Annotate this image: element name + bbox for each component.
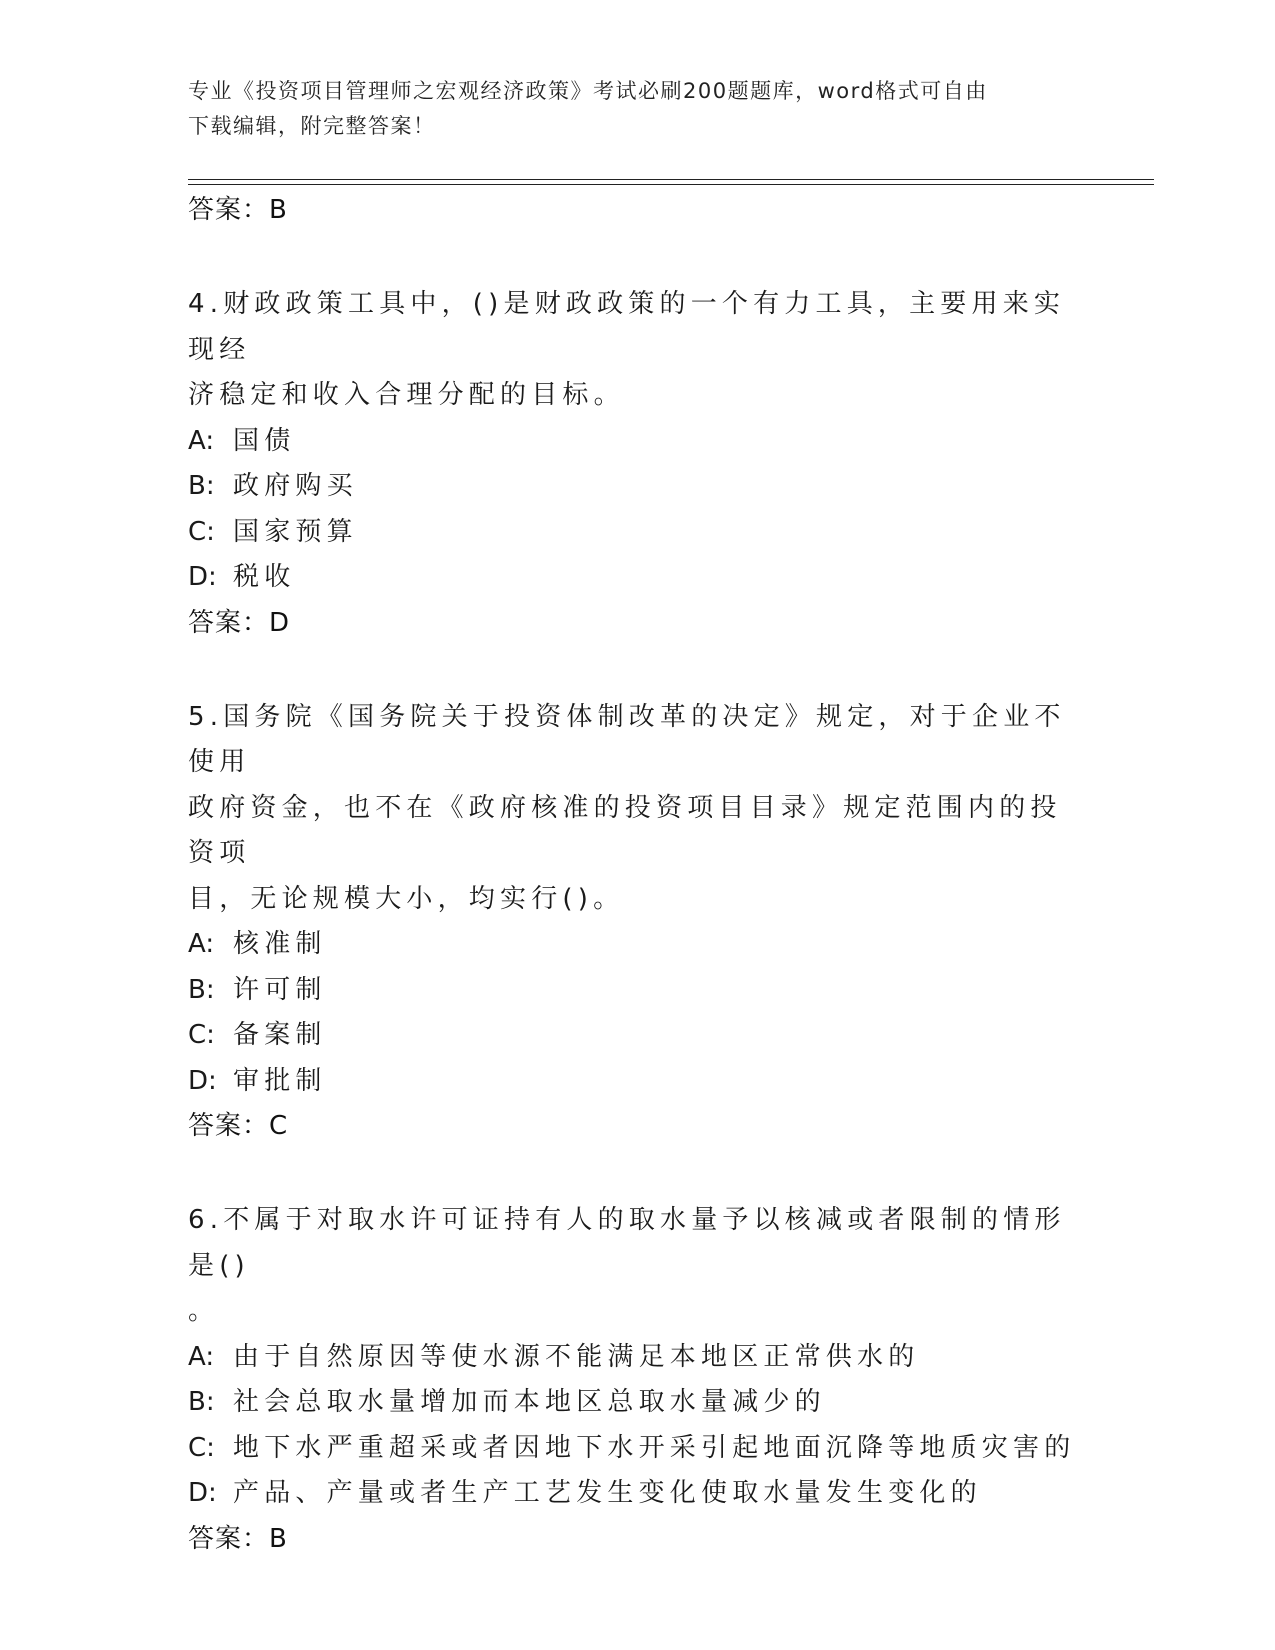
option-a — [188, 419, 1088, 465]
question-block — [188, 282, 1088, 646]
option-letter: B: — [188, 974, 215, 1005]
option-letter: A: — [188, 1341, 215, 1372]
option-letter: A: — [188, 425, 215, 456]
option-text: 地下水严重超采或者因地下水开采引起地面沉降等地质灾害的 — [233, 1432, 1076, 1463]
option-b — [188, 1380, 1088, 1426]
option-letter: D: — [188, 562, 217, 592]
option-letter: B: — [188, 471, 215, 501]
option-text: 核准制 — [233, 929, 327, 959]
option-letter: C: — [188, 1020, 215, 1050]
option-letter: C: — [188, 1432, 215, 1463]
header-line-1: 专业《投资项目管理师之宏观经济政策》考试必刷200题题库，word格式可自由 — [188, 79, 988, 103]
header-line-2: 下载编辑，附完整答案！ — [188, 114, 436, 138]
option-text: 审批制 — [233, 1065, 327, 1096]
option-text: 产品、产量或者生产工艺发生变化使取水量发生变化的 — [233, 1478, 982, 1508]
spacer — [188, 1149, 1088, 1198]
question-block — [188, 1198, 1088, 1562]
question-block — [188, 695, 1088, 1150]
spacer — [188, 646, 1088, 695]
answer-line: 答案：C — [188, 1111, 289, 1141]
option-letter: C: — [188, 516, 215, 547]
question-line: 。 — [188, 1296, 220, 1326]
option-text: 政府购买 — [233, 471, 358, 501]
option-letter: A: — [188, 929, 215, 959]
question-line: 济稳定和收入合理分配的目标。 — [188, 380, 625, 410]
option-a — [188, 1335, 1088, 1381]
option-text: 由于自然原因等使水源不能满足本地区正常供水的 — [233, 1341, 920, 1372]
option-text: 国债 — [233, 425, 296, 456]
option-d — [188, 1471, 1088, 1517]
option-b — [188, 464, 1088, 510]
option-text: 备案制 — [233, 1020, 327, 1050]
option-letter: D: — [188, 1478, 217, 1508]
option-c — [188, 1013, 1088, 1059]
option-a — [188, 922, 1088, 968]
question-text — [188, 282, 1088, 419]
option-letter: B: — [188, 1387, 215, 1417]
option-text: 税收 — [233, 562, 296, 592]
option-c — [188, 1426, 1088, 1472]
option-letter: D: — [188, 1065, 217, 1096]
option-text: 许可制 — [233, 974, 327, 1005]
option-c — [188, 510, 1088, 556]
option-text: 国家预算 — [233, 516, 358, 547]
option-text: 社会总取水量增加而本地区总取水量减少的 — [233, 1387, 826, 1417]
question-line: 4.财政政策工具中，()是财政政策的一个有力工具，主要用来实现经 — [188, 289, 1066, 365]
question-line: 5.国务院《国务院关于投资体制改革的决定》规定，对于企业不使用 — [188, 701, 1066, 777]
answer-line: 答案：B — [188, 1523, 288, 1554]
option-d — [188, 555, 1088, 601]
question-line: 政府资金，也不在《政府核准的投资项目目录》规定范围内的投资项 — [188, 792, 1062, 868]
option-d — [188, 1059, 1088, 1105]
header-divider-top — [188, 179, 1154, 180]
header-divider-bottom — [188, 184, 1154, 185]
answer-line: 答案：B — [188, 195, 288, 225]
spacer — [188, 233, 1088, 282]
question-text — [188, 695, 1088, 923]
question-text — [188, 1198, 1088, 1335]
question-line: 目，无论规模大小，均实行()。 — [188, 883, 625, 914]
answer-line: 答案：D — [188, 607, 291, 638]
question-line: 6.不属于对取水许可证持有人的取水量予以核减或者限制的情形是() — [188, 1205, 1066, 1281]
question-list — [188, 188, 1088, 1562]
document-header — [188, 74, 1088, 144]
option-b — [188, 968, 1088, 1014]
